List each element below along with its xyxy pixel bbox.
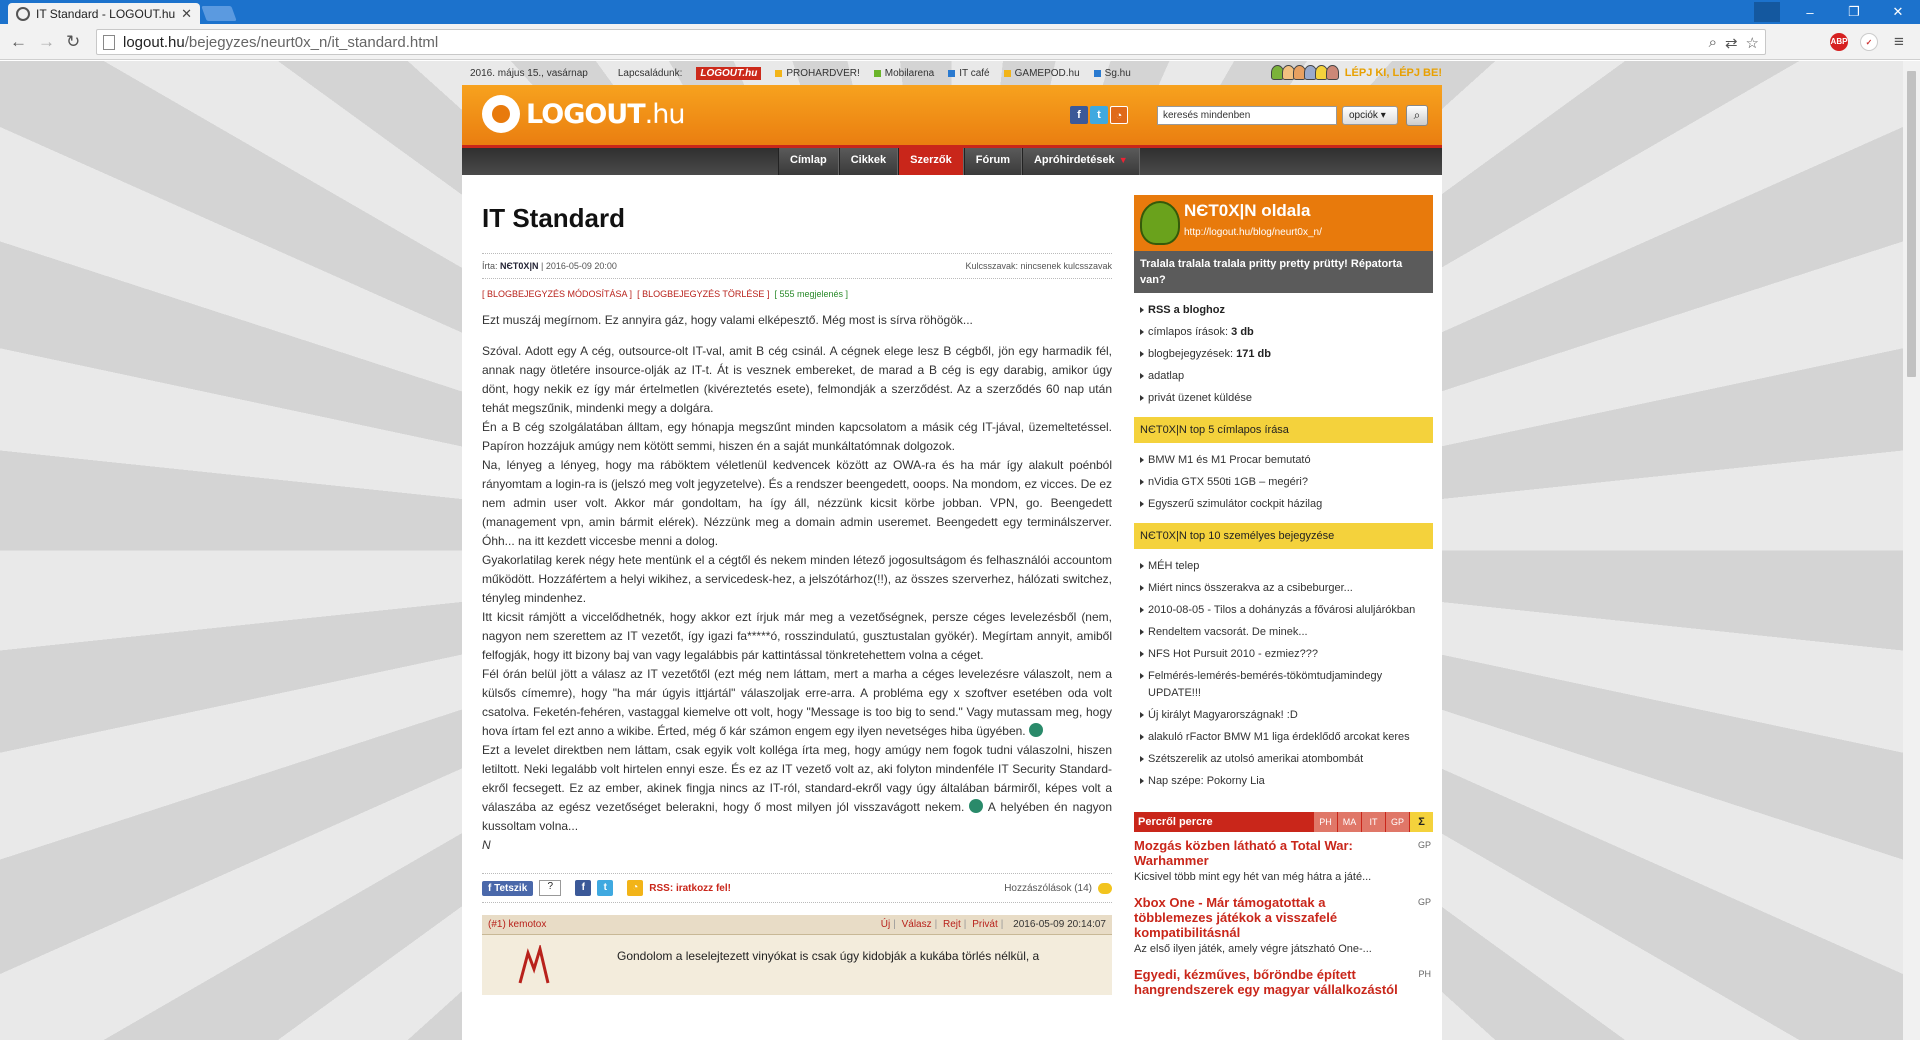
current-date: 2016. május 15., vasárnap <box>470 67 588 79</box>
list-item[interactable]: MÉH telep <box>1140 555 1427 577</box>
comment-body <box>482 935 1112 995</box>
family-link-itcafe[interactable]: IT café <box>948 68 989 79</box>
comment-author[interactable]: (#1) kemotox <box>488 919 547 930</box>
frontpage-posts-link[interactable]: címlapos írások: 3 db <box>1140 321 1427 343</box>
smiley-icon <box>969 799 983 813</box>
view-count: [ 555 megjelenés ] <box>774 289 849 299</box>
profile-box <box>1134 195 1433 251</box>
search-input[interactable] <box>1157 106 1337 125</box>
nav-aprohirdetesek[interactable]: Apróhirdetések ▼ <box>1022 148 1140 175</box>
comment-hide-link[interactable]: Rejt <box>943 919 961 930</box>
page-scrollbar[interactable] <box>1903 61 1920 1040</box>
author-link[interactable]: NЄT0X|N <box>500 261 539 271</box>
adblock-icon[interactable]: ABP <box>1830 33 1848 51</box>
list-item[interactable]: alakuló rFactor BMW M1 liga érdeklődő arcokat keres <box>1140 726 1427 748</box>
menu-icon[interactable]: ≡ <box>1894 32 1904 51</box>
signature: N <box>482 838 491 852</box>
tab-it[interactable]: IT <box>1362 812 1385 832</box>
news-title[interactable]: Mozgás közben látható a Total War: Warhammer <box>1134 838 1353 868</box>
list-item[interactable]: BMW M1 és M1 Procar bemutató <box>1140 449 1427 471</box>
facebook-share-icon[interactable]: f <box>575 880 591 896</box>
list-item[interactable]: Felmérés-lemérés-bemérés-tökömtudjamindegy UPDATE!!! <box>1140 665 1427 704</box>
family-link-gamepod[interactable]: GAMEPOD.hu <box>1004 68 1080 79</box>
article-paragraph-5: Itt kicsit rámjött a viccelődhetnék, hogy akkor ezt írjuk már meg a vezetőségnek, persze céges levelezésből (nem, nagyon nem szerettem az IT vezetőt, így igazi fa*****ó, rosszindulatú, gusztustalan gyökér). Megírtam annyit, amiből felfogják, hogy itt bizony baj van vagy legalábbis pár kattintással tönkretehettem volna a céget. <box>482 610 1112 662</box>
news-item <box>1134 889 1433 961</box>
family-link-mobilarena[interactable]: Mobilarena <box>874 68 934 79</box>
profile-icon[interactable] <box>1754 2 1780 22</box>
tab-ma[interactable]: MA <box>1338 812 1361 832</box>
list-item[interactable]: Szétszerelik az utolsó amerikai atombombát <box>1140 748 1427 770</box>
mascot-faces-icon <box>1273 65 1339 80</box>
url-domain: logout.hu <box>123 33 185 51</box>
sidebar <box>1134 195 1433 1003</box>
profile-mood: Tralala tralala tralala pritty pretty prütty! Répatorta van? <box>1134 251 1433 293</box>
article-paragraph-1: Szóval. Adott egy A cég, outsource-olt IT-val, amit B cég csinál. A cégnek elege lesz B cégből, jön egy harmadik fél, annak nagy ötletére insource-olják az IT-t. Át is vesznek embereket, de marad a B cég is egy darabig, amikor úgy dönt, hogy nekik ez így már értelmetlen (kivéreztetés esete), felmondják a szerződést. Az a szerződés 60 nap után tehát megszűnik, mindenki megy a dolgára. <box>482 344 1112 415</box>
list-item[interactable]: Rendeltem vacsorát. De minek... <box>1140 621 1427 643</box>
list-item[interactable]: nVidia GTX 550ti 1GB – megéri? <box>1140 471 1427 493</box>
top10-list <box>1134 549 1433 796</box>
news-source-tag: GP <box>1417 840 1431 850</box>
article-meta: Írta: NЄT0X|N | 2016-05-09 20:00 Kulcsszavak: nincsenek kulcsszavak <box>482 253 1112 279</box>
comment-new-link[interactable]: Új <box>880 919 891 930</box>
bookmark-star-icon[interactable]: ☆ <box>1745 35 1759 52</box>
news-list <box>1134 832 1433 1003</box>
omnibox-actions <box>1709 34 1759 52</box>
close-window-icon[interactable]: ✕ <box>1892 4 1904 19</box>
profile-url[interactable]: http://logout.hu/blog/neurt0x_n/ <box>1184 227 1322 238</box>
article-intro: Ezt muszáj megírnom. Ez annyira gáz, hogy valami elképesztő. Még most is sírva röhögök... <box>482 313 973 327</box>
window-controls <box>1754 0 1920 24</box>
top-strip <box>462 61 1442 85</box>
rss-icon[interactable]: ◔ <box>1110 106 1128 124</box>
top5-list <box>1134 443 1433 519</box>
blog-posts-link[interactable]: blogbejegyzések: 171 db <box>1140 343 1427 365</box>
article-paragraph-7: Ezt a levelet direktben nem láttam, csak egyik volt kolléga írta meg, hogy amúgy nem fogok tudni válaszolni, hiszen letiltott. Neki legalább volt hirtelen ennyi esze. És ez az IT vezető volt az, aki folyton mindenféle IT Security Standard-ekről fecsegett. Ez az ember, akinek fingja nincs az IT-ról, standard-ekről vagy úgy általában bármiről, képes volt a válaszába az egész vezetőséget belerakni, hogy ő most milyen jól visszavágott nekem. A helyében én nagyon kussoltam volna... <box>482 743 1112 833</box>
logo-text: LOGOUT.hu <box>526 98 685 130</box>
news-ticker-header <box>1134 812 1433 832</box>
page-icon <box>103 35 115 50</box>
news-source-tag: GP <box>1417 897 1431 907</box>
news-title[interactable]: Egyedi, kézműves, bőröndbe épített hangrendszerek egy magyar vállalkozástól <box>1134 967 1398 997</box>
article-paragraph-4: Gyakorlatilag kerek négy hete mentünk el a cégtől és nekem minden létező jogosultságom és felhasználói accountom működött. Hozzáfértem a helyi wikihez, a servicedesk-hez, a jelszótárhoz(!!), az összes szerverhez, hálózati switchez, tényleg mindenhez. <box>482 553 1112 605</box>
comment-reply-link[interactable]: Válasz <box>901 919 932 930</box>
tab-gp[interactable]: GP <box>1386 812 1409 832</box>
family-label: Lapcsaládunk: <box>617 67 683 79</box>
news-source-tag: PH <box>1418 969 1431 979</box>
author-avatar-icon <box>1140 201 1180 245</box>
comment-count[interactable]: Hozzászólások (14) <box>1004 882 1092 894</box>
comment-header: (#1) kemotox Új | Válasz | Rejt | Privát | 2016-05-09 20:14:07 <box>482 915 1112 935</box>
tab-ph[interactable]: PH <box>1314 812 1337 832</box>
twitter-share-icon[interactable]: t <box>597 880 613 896</box>
browser-tab[interactable] <box>8 3 200 24</box>
article-paragraph-2: Én a B cég szolgálatában álltam, egy hónapja megszűnt minden kapcsolatom a másik cég IT-jával, üzemeltetéssel. Papíron hozzájuk amúgy nem kötött semmi, hiszen én a saját munkáltatómnak dolgozok. <box>482 420 1112 453</box>
nav-dropdown-icon: ▼ <box>1118 155 1128 165</box>
search-options-dropdown[interactable]: opciók ▾ <box>1342 106 1398 125</box>
search-button[interactable] <box>1406 105 1428 126</box>
browser-titlebar <box>0 0 1920 24</box>
family-link-logout[interactable]: LOGOUT.hu <box>696 67 761 80</box>
reload-icon[interactable]: ↻ <box>66 32 81 51</box>
new-tab-button[interactable] <box>201 6 236 21</box>
article-body <box>482 311 1112 855</box>
article-title: IT Standard <box>482 203 626 233</box>
news-excerpt: Kicsivel több mint egy hét van még hátra a játé... <box>1134 871 1372 883</box>
login-link[interactable]: LÉPJ KI, LÉPJ BE! <box>1273 65 1442 80</box>
family-link-sg[interactable]: Sg.hu <box>1094 68 1131 79</box>
tab-all[interactable]: Σ <box>1410 812 1433 832</box>
datasheet-link[interactable]: adatlap <box>1140 365 1427 387</box>
list-item[interactable]: NFS Hot Pursuit 2010 - ezmiez??? <box>1140 643 1427 665</box>
nav-cimlap[interactable]: Címlap <box>778 148 839 175</box>
browser-toolbar <box>0 24 1920 60</box>
nav-forum[interactable]: Fórum <box>964 148 1022 175</box>
comment-private-link[interactable]: Privát <box>972 919 998 930</box>
twitter-icon[interactable]: t <box>1090 106 1108 124</box>
url-text <box>123 34 438 51</box>
edit-post-link[interactable]: [ BLOGBEJEGYZÉS MÓDOSÍTÁSA ] <box>482 289 633 299</box>
family-link-prohardver[interactable]: PROHARDVER! <box>775 68 859 79</box>
logout-favicon-icon <box>16 7 30 21</box>
news-item <box>1134 961 1433 1003</box>
commenter-avatar-icon <box>512 945 558 985</box>
list-item[interactable]: Új királyt Magyarországnak! :D <box>1140 704 1427 726</box>
list-item[interactable]: 2010-08-05 - Tilos a dohányzás a fővárosi aluljárókban <box>1140 599 1427 621</box>
url-path: /bejegyzes/neurt0x_n/it_standard.html <box>184 33 439 51</box>
back-icon[interactable]: ← <box>10 32 27 51</box>
article-column <box>482 175 1112 995</box>
article-paragraph-3: Na, lényeg a lényeg, hogy ma ráböktem véletlenül kedvencek között az OWA-ra és ha már így alakult poénból rányomtam a login-ra is (jelszó meg volt jegyzetelve). És a rendszer beengedett, ooops. Na mondom, ez vicces. De ez nem admin user volt. Akkor már gondoltam, ha így áll, nézzünk kicsit körbe jobban. VPN, go. Beengedett (management vpn, amin bármit elérek). Nézzünk meg a domain admin useremet. Beengedett egy terminálszerver. Óhh... na itt kezdett viccesbe menni a dolog. <box>482 458 1112 548</box>
extension-icon[interactable]: ✓ <box>1860 33 1878 51</box>
profile-links <box>1134 293 1433 413</box>
article-actions <box>482 289 1112 299</box>
page-viewport <box>0 61 1903 1040</box>
translate-icon[interactable]: ⇄ <box>1724 35 1738 52</box>
scrollbar-thumb[interactable] <box>1907 71 1916 377</box>
nav-cikkek[interactable]: Cikkek <box>839 148 898 175</box>
main-nav <box>462 145 1442 175</box>
rss-feed-icon[interactable]: ◔ <box>627 880 643 896</box>
news-item <box>1134 832 1433 889</box>
smiley-icon <box>1029 723 1043 737</box>
keywords: Kulcsszavak: nincsenek kulcsszavak <box>965 261 1112 271</box>
list-item[interactable]: Nap szépe: Pokorny Lia <box>1140 770 1427 792</box>
logout-logo-icon <box>482 95 520 133</box>
search-icon: ⌕ <box>1413 108 1421 122</box>
top10-heading: NЄT0X|N top 10 személyes bejegyzése <box>1134 523 1433 549</box>
close-tab-icon[interactable]: ✕ <box>181 5 192 21</box>
news-title[interactable]: Xbox One - Már támogatottak a többlemezes játékok a visszafelé kompatibilitásnál <box>1134 895 1338 940</box>
rss-subscribe-link[interactable]: RSS: iratkozz fel! <box>649 882 731 894</box>
site-wrapper <box>462 61 1442 1040</box>
publish-date: 2016-05-09 20:00 <box>545 261 617 271</box>
top5-heading: NЄT0X|N top 5 címlapos írása <box>1134 417 1433 443</box>
private-message-link[interactable]: privát üzenet küldése <box>1140 387 1427 409</box>
news-excerpt: Az első ilyen játék, amely végre játszható One-... <box>1134 943 1372 955</box>
article-paragraph-6: Fél órán belül jött a válasz az IT vezetőtől (ezt még nem láttam, mert a marha a céges levelezésre válaszolt, nem a külsős címemre), hogy "ha már úgyis ittjártál" válaszoljak erre-arra. A probléma egy x szoftver esetében oda volt csatolva. Feketén-fehéren, vastaggal kiemelve ott volt, hogy "Message is too big to send." Vagy mutassam meg, hogy hova írtam fel ezt anno a wikibe. Érted, még ő kár számon engem egy ilyen nevetséges hiba ügyében. <box>482 667 1112 738</box>
nav-szerzok[interactable]: Szerzők <box>898 148 964 180</box>
zoom-icon[interactable]: ⌕ <box>1708 34 1717 51</box>
facebook-icon[interactable]: f <box>1070 106 1088 124</box>
site-header <box>462 85 1442 145</box>
tab-title: IT Standard - LOGOUT.hu <box>36 6 176 21</box>
forward-icon[interactable]: → <box>38 32 55 51</box>
facebook-like-button[interactable]: f Tetszik <box>482 881 533 896</box>
maximize-icon[interactable]: ❐ <box>1848 4 1860 19</box>
list-item[interactable]: Miért nincs összerakva az a csibeburger... <box>1140 577 1427 599</box>
comment-time: 2016-05-09 20:14:07 <box>1013 919 1106 930</box>
address-bar[interactable] <box>96 29 1766 55</box>
share-bar <box>482 873 1112 903</box>
minimize-icon[interactable]: – <box>1806 4 1814 20</box>
list-item[interactable]: Egyszerű szimulátor cockpit házilag <box>1140 493 1427 515</box>
dropdown-caret-icon: ▾ <box>1380 110 1386 121</box>
news-ticker-title: Percről percre <box>1138 816 1213 828</box>
site-logo[interactable] <box>482 95 684 133</box>
profile-name[interactable]: NЄT0X|N oldala <box>1184 201 1311 220</box>
delete-post-link[interactable]: [ BLOGBEJEGYZÉS TÖRLÉSE ] <box>637 289 770 299</box>
comment-text: Gondolom a leselejtezett vinyókat is csak úgy kidobják a kukába törlés nélkül, a <box>617 949 1040 963</box>
content-panel <box>462 175 1442 1040</box>
rss-blog-link[interactable]: RSS a bloghoz <box>1140 299 1427 321</box>
comment-bubble-icon <box>1098 883 1112 894</box>
like-count: ? <box>539 880 561 896</box>
